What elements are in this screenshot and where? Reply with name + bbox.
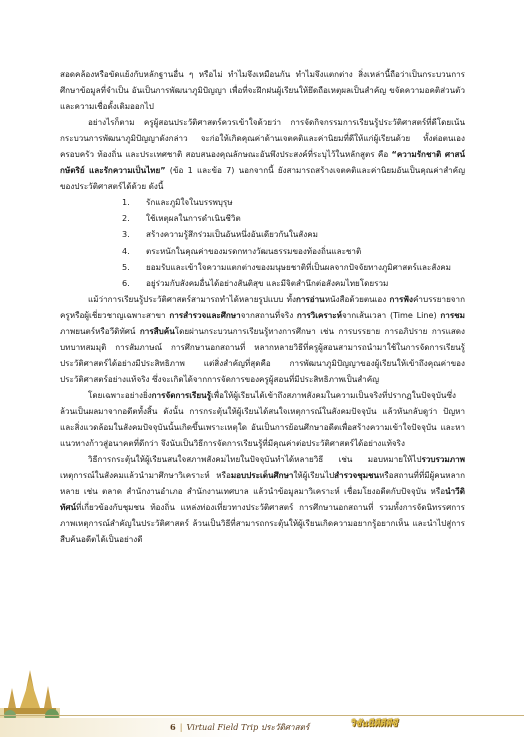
list-item-text: ใช้เหตุผลในการดำเนินชีวิต (146, 213, 241, 224)
footer-separator: | (179, 722, 183, 732)
paragraph-5 (60, 451, 465, 547)
p3-k: ภาพยนตร์หรือวีดิทัศน์ (60, 325, 140, 336)
p5-video: นำวีดิทัศน์ (60, 486, 465, 513)
paragraph-2-emphasis: “ความรักชาติ ศาสน์ กษัตริย์ และรักความเป็นไทย” (60, 149, 465, 176)
list-item (60, 243, 465, 259)
list-item-text: ตระหนักในคุณค่าของมรดกทางวัฒนธรรมของท้องถิ่นและชาติ (146, 245, 362, 256)
p5-collect-images: รวบรวมภาพ (421, 454, 465, 465)
page-number: 6 (170, 722, 176, 732)
p3-m: โดยผ่านกระบวนการเรียนรู้ทางการศึกษา เช่น การบรรยาย การอภิปราย การแสดงบทบาทสมมุติ การสัมภาษณ์ การศึกษานอกสถานที่ หลากหลายวิธีที่ครูผู้สอนสามารถนำมาใช้ในการจัดการเรียนรู้ประวัติศาสตร์ได้อย่างมีประสิทธิภาพ แต่สิ่งสำคัญที่สุดคือ การพัฒนาภูมิปัญญาของผู้เรียนให้เข้าถึงคุณค่าของประวัติศาสตร์อย่างแท้จริง ซึ่งจะเกิดได้จากการจัดการของครูผู้สอนที่มีประสิทธิภาพเป็นสำคัญ (60, 325, 465, 384)
values-list (60, 194, 465, 290)
list-item-number: 1. (122, 197, 130, 208)
footer-title: Virtual Field Trip ประวัติศาสตร์ (186, 722, 310, 732)
p5-e: ให้ผู้เรียนไป (293, 470, 335, 481)
p5-assign-topic: มอบประเด็นศึกษา (230, 470, 294, 481)
list-item-number: 6. (122, 277, 130, 288)
list-item-text: อยู่ร่วมกับสังคมอื่นได้อย่างสันติสุข และมีจิตสำนึกต่อสังคมไทยโดยรวม (146, 277, 389, 288)
footer-rule (0, 715, 524, 716)
p5-c: เหตุการณ์ในสังคมแล้วนำมาศึกษาวิเคราะห์ หรือ (60, 470, 231, 481)
p3-analysis: การวิเคราะห์ (296, 309, 342, 320)
list-item (60, 259, 465, 275)
list-item (60, 210, 465, 226)
p3-listening: การฟัง (389, 293, 413, 304)
p5-g: หรือสถานที่ที่มีผู้คนหลากหลาย เช่น ตลาด สำนักงานอำเภอ สำนักงานเทศบาล แล้วนำข้อมูลมาวิเคราะห์ เชื่อมโยงอดีตกับปัจจุบัน หรือ (60, 470, 465, 497)
document-body (60, 66, 465, 547)
p4-a: โดยเฉพาะอย่างยิ่ง (88, 389, 152, 400)
list-item-text: รักและภูมิใจในบรรพบุรุษ (146, 197, 233, 208)
paragraph-2-part-a: อย่างไรก็ตาม ครูผู้สอนประวัติศาสตร์ควรเข้าใจด้วยว่า การจัดกิจกรรมการเรียนรู้ประวัติศาสตร์ที่ดีโดยเน้นกระบวนการพัฒนาภูมิปัญญาดังกล่าว จะก่อให้เกิดคุณค่าด้านเจตคติและค่านิยมที่ดีให้แก่ผู้เรียนด้วย ทั้งต่อตนเอง ครอบครัว ท้องถิ่น และประเทศชาติ สอบสนองคุณลักษณะอันพึงประสงค์ที่ระบุไว้ในหลักสูตร คือ (60, 117, 465, 160)
p3-i: จากเส้นเวลา (Time Line) (341, 309, 441, 320)
p4-learning: การจัดการเรียนรู้ (151, 389, 211, 400)
list-item-number: 3. (122, 229, 130, 240)
p4-c: เพื่อให้ผู้เรียนได้เข้าถึงสภาพสังคมในความเป็นจริงที่ปรากฏในปัจจุบันซึ่งล้วนเป็นผลมาจากอดีตทั้งสิ้น ดังนั้น การกระตุ้นให้ผู้เรียนได้สนใจเหตุการณ์ในสังคมปัจจุบัน แล้วหันกลับดูว่า ปัญหาและสิ่งแวดล้อมในสังคมปัจจุบันนั้นเกิดขึ้นเพราะเหตุใด อันเป็นการย้อนศึกษาอดีตเพื่อสร้างความเข้าใจปัจจุบัน และหาแนวทางก้าวสู่อนาคตที่ดีกว่า จึงนับเป็นวิธีการจัดการเรียนรู้ที่มีคุณค่าต่อประวัติศาสตร์ได้อย่างแท้จริง (60, 389, 465, 449)
list-item-text: สร้างความรู้สึกร่วมเป็นอันหนึ่งอันเดียวกันในสังคม (146, 229, 318, 240)
list-item (60, 226, 465, 242)
p3-reading: การอ่าน (295, 293, 325, 304)
list-item-number: 4. (122, 245, 130, 256)
paragraph-1: สอดคล้องหรือขัดแย้งกับหลักฐานอื่น ๆ หรือไม่ ทำไมจึงเหมือนกัน ทำไมจึงแตกต่าง สิ่งเหล่านี้ถือว่าเป็นกระบวนการศึกษาข้อมูลที่จำเป็น อันเป็นการพัฒนาภูมิปัญญา เพื่อที่จะฝึกฝนผู้เรียนให้ยึดถือเหตุผลเป็นสำคัญ ขจัดความอคติส่วนตัวและความเชื่อดั้งเดิมออกไป (60, 69, 465, 112)
publisher-logo: วิชันนีทีดีพีซี (350, 719, 398, 729)
list-item-number: 2. (122, 213, 130, 224)
p5-survey-community: สำรวจชุมชน (334, 470, 380, 481)
p5-a: วิธีการกระตุ้นให้ผู้เรียนสนใจสภาพสังคมไทยในปัจจุบันทำได้หลายวิธี เช่น มอบหมายให้ไป (88, 454, 422, 465)
p3-a: แม้ว่าการเรียนรู้ประวัติศาสตร์สามารถทำได้หลายรูปแบบ ทั้ง (88, 293, 296, 304)
list-item (60, 194, 465, 210)
p3-g: จากสถานที่จริง (240, 309, 297, 320)
paragraph-2-part-c: (ข้อ 1 และข้อ 7) นอกจากนี้ ยังสามารถสร้างเจตคติและค่านิยมอันเป็นคุณค่าสำคัญของประวัติศาสตร์ได้ด้วย ดังนี้ (60, 165, 465, 192)
p3-c: หนังสือด้วยตนเอง (324, 293, 390, 304)
list-item-text: ยอมรับและเข้าใจความแตกต่างของมนุษยชาติที่เป็นผลจากปัจจัยทางภูมิศาสตร์และสังคม (146, 261, 451, 272)
paragraph-2 (60, 114, 465, 194)
paragraph-3 (60, 291, 465, 387)
list-item (60, 275, 465, 291)
p3-research: การสืบค้น (139, 325, 175, 336)
p3-e: คำบรรยายจากครูหรือผู้เชี่ยวชาญเฉพาะสาขา (60, 293, 465, 320)
list-item-number: 5. (122, 261, 130, 272)
p3-viewing: การชม (440, 309, 466, 320)
p3-survey: การสำรวจและศึกษา (169, 309, 241, 320)
page-footer (170, 721, 309, 734)
paragraph-4 (60, 387, 465, 451)
p5-i: ที่เกี่ยวข้องกับชุมชน ท้องถิ่น แหล่งท่องเที่ยวทางประวัติศาสตร์ การศึกษานอกสถานที่ รวมทั้งการจัดนิทรรศการภาพเหตุการณ์สำคัญในประวัติศาสตร์ ล้วนเป็นวิธีที่สามารถกระตุ้นให้ผู้เรียนเกิดความอยากรู้อยากเห็น และนำไปสู่การสืบค้นอดีตได้เป็นอย่างดี (60, 502, 465, 545)
